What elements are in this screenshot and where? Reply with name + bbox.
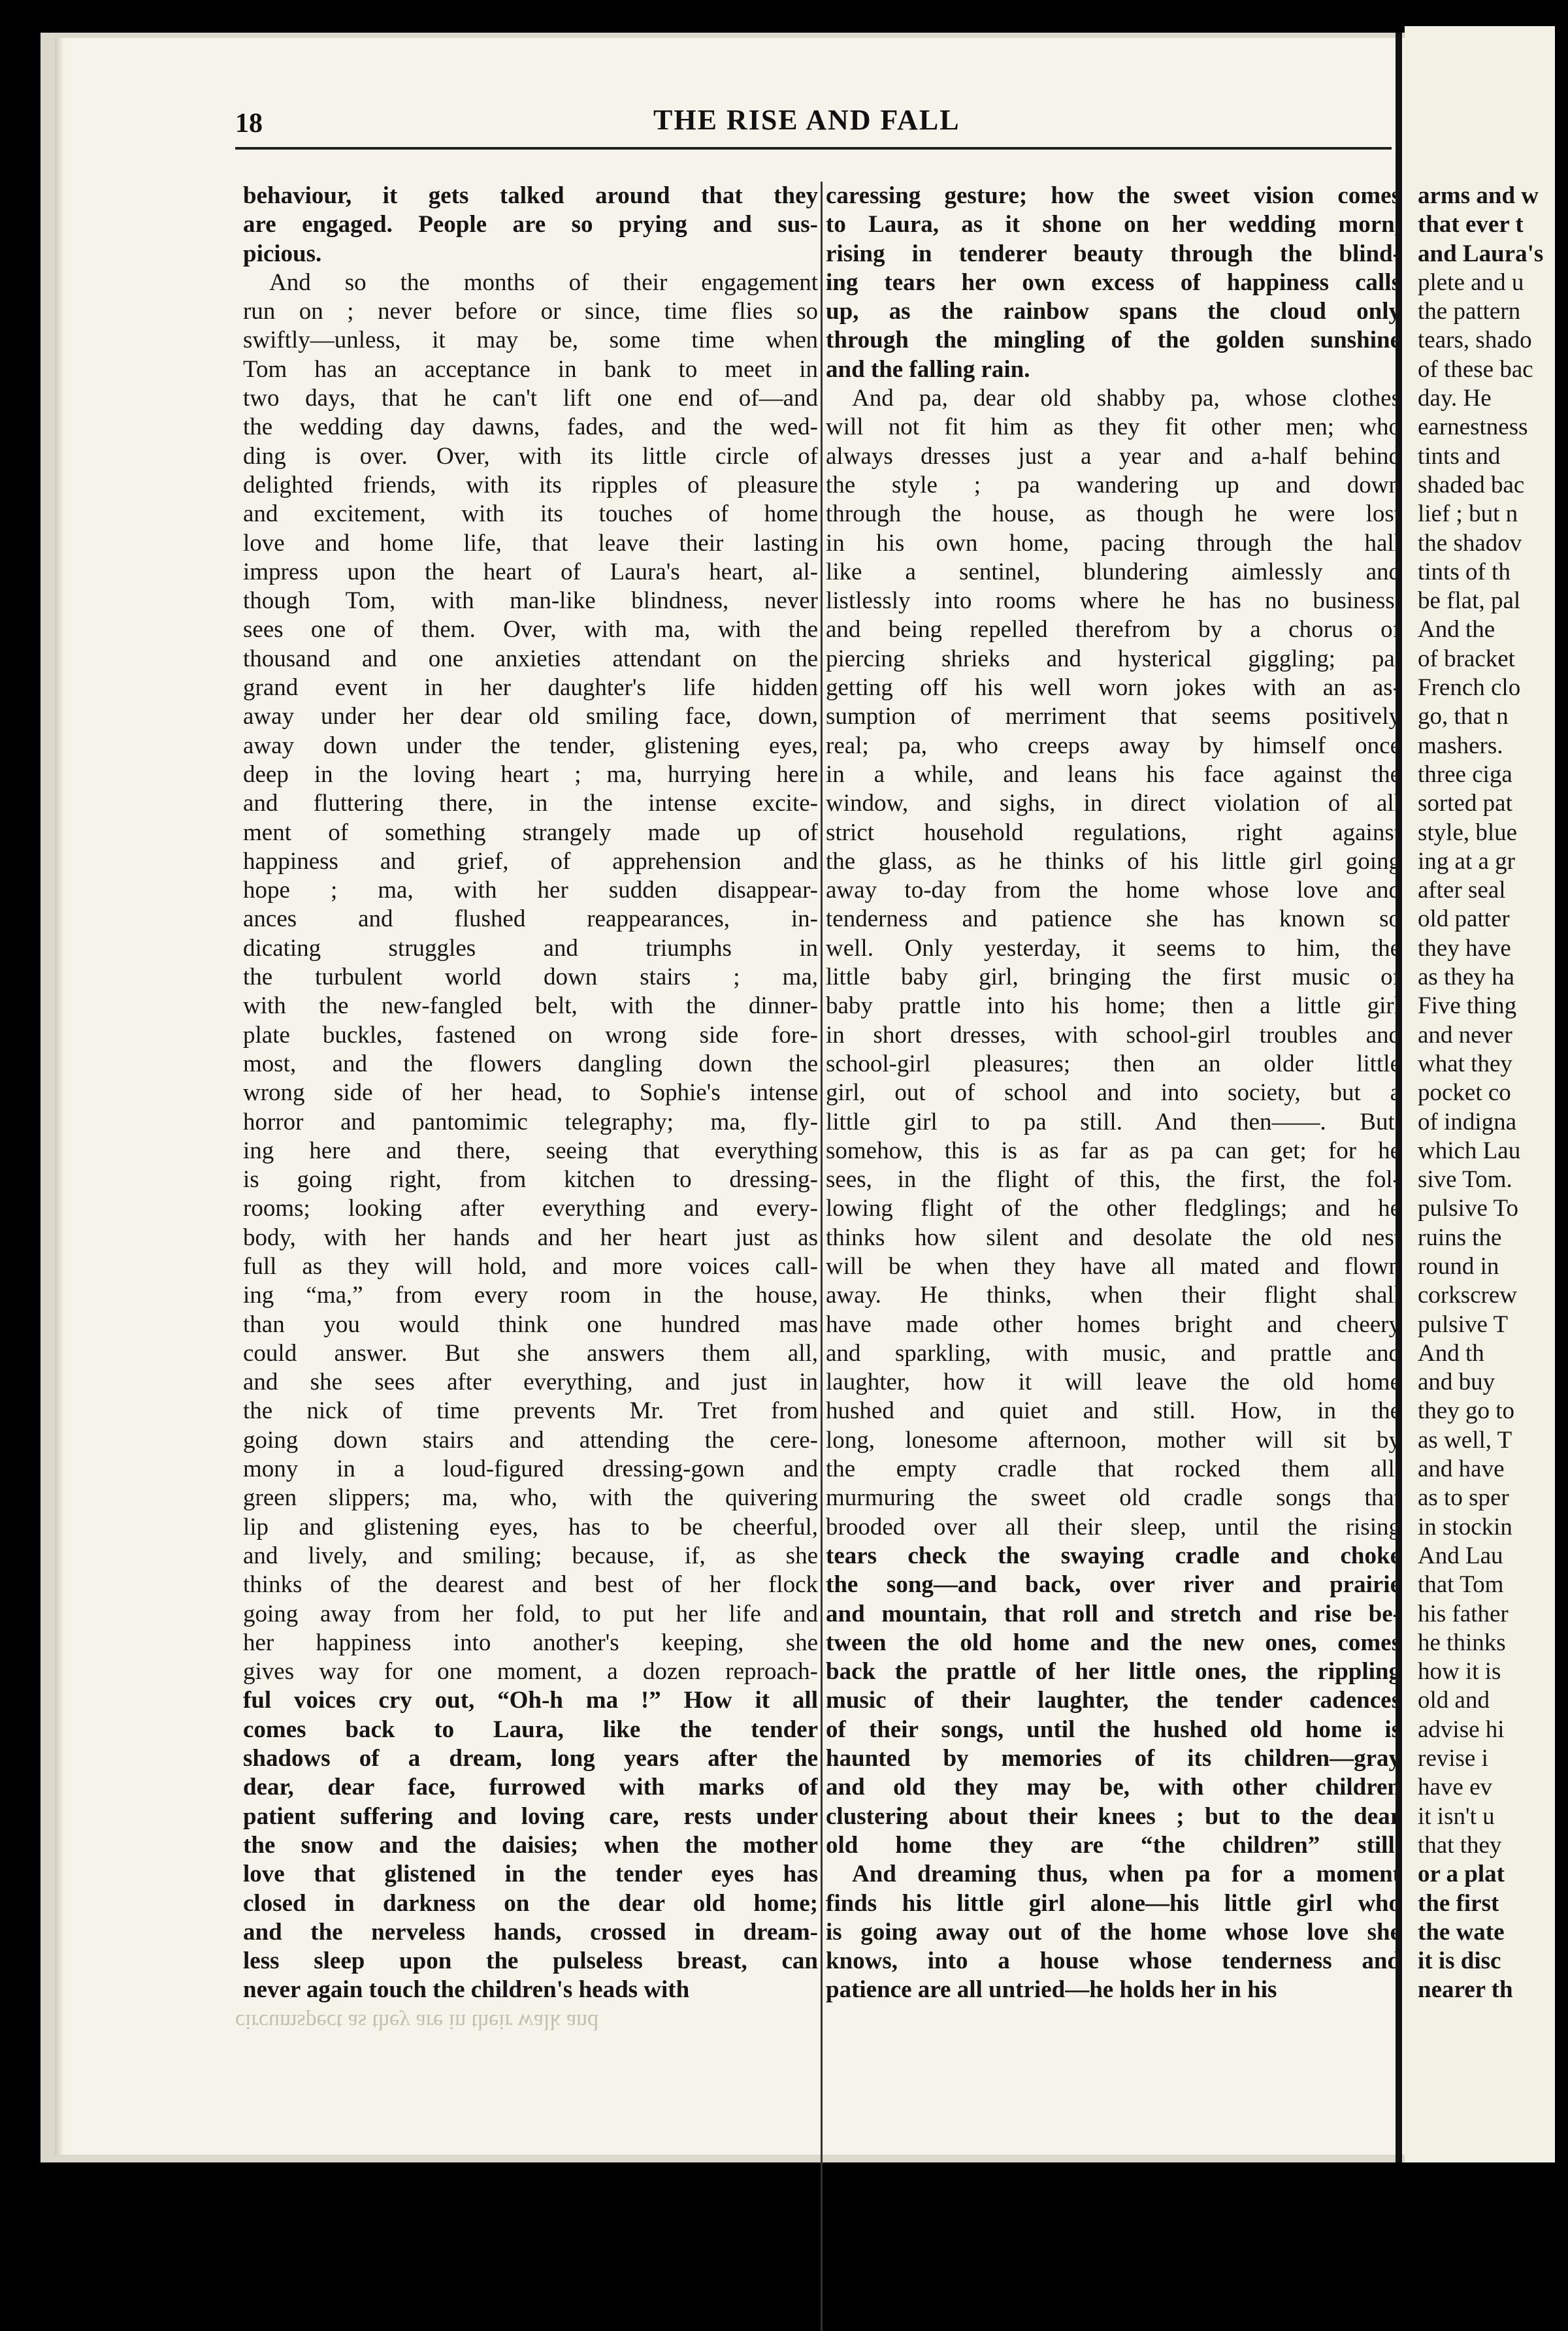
text-line: is going right, from kitchen to dressing- xyxy=(243,1166,818,1194)
text-line: plate buckles, fastened on wrong side fore- xyxy=(243,1021,818,1049)
text-line: grand event in her daughter's life hidden xyxy=(243,674,818,702)
text-line: ing “ma,” from every room in the house, xyxy=(243,1282,818,1309)
text-line: going away from her fold, to put her life and xyxy=(243,1600,818,1627)
text-line: full as they will hold, and more voices call- xyxy=(243,1252,818,1280)
text-line: thousand and one anxieties attendant on the xyxy=(243,645,818,672)
text-line: away down under the tender, glistening eyes, xyxy=(243,732,818,759)
text-line: to Laura, as it shone on her wedding morn, xyxy=(826,211,1401,238)
text-line: deep in the loving heart ; ma, hurrying here xyxy=(243,760,818,788)
text-line: earnestness xyxy=(1418,414,1528,441)
text-line: the nick of time prevents Mr. Tret from xyxy=(243,1397,818,1425)
text-line: up, as the rainbow spans the cloud only xyxy=(826,298,1401,325)
text-line: the glass, as he thinks of his little girl going xyxy=(826,847,1401,875)
text-line: brooded over all their sleep, until the rising xyxy=(826,1513,1401,1540)
text-line: pulsive T xyxy=(1418,1311,1509,1338)
text-line: the wate xyxy=(1418,1918,1505,1946)
header-rule xyxy=(235,147,1392,150)
text-line: in a while, and leans his face against the xyxy=(826,760,1401,788)
text-line: laughter, how it will leave the old home xyxy=(826,1369,1401,1396)
text-line: Tom has an acceptance in bank to meet in xyxy=(243,355,818,383)
text-line: school-girl pleasures; then an older little xyxy=(826,1050,1401,1077)
text-line: music of their laughter, the tender cadences xyxy=(826,1687,1401,1714)
text-line: that ever t xyxy=(1418,211,1524,238)
text-line: her happiness into another's keeping, she xyxy=(243,1629,818,1656)
text-line: and mountain, that roll and stretch and rise be- xyxy=(826,1600,1401,1627)
text-line: ruins the xyxy=(1418,1224,1502,1251)
text-line: could answer. But she answers them all, xyxy=(243,1339,818,1367)
text-line: how it is xyxy=(1418,1658,1501,1686)
text-line: through the house, as though he were lost xyxy=(826,500,1401,528)
text-line: love and home life, that leave their lasting xyxy=(243,529,818,557)
text-line: away. He thinks, when their flight shall xyxy=(826,1282,1401,1309)
text-line: are engaged. People are so prying and sus- xyxy=(243,211,818,238)
text-line: as to sper xyxy=(1418,1484,1509,1512)
text-line: little girl to pa still. And then——. But, xyxy=(826,1108,1401,1135)
text-line: tenderness and patience she has known so xyxy=(826,905,1401,933)
text-line: thinks of the dearest and best of her flock xyxy=(243,1571,818,1599)
text-line: gives way for one moment, a dozen reproach- xyxy=(243,1658,818,1686)
text-line: getting off his well worn jokes with an as- xyxy=(826,674,1401,702)
text-line: And the xyxy=(1418,616,1495,644)
text-line: tears check the swaying cradle and choke xyxy=(826,1542,1401,1569)
text-line: comes back to Laura, like the tender xyxy=(243,1716,818,1743)
text-line: day. He xyxy=(1418,385,1492,412)
text-line: And so the months of their engagement xyxy=(269,269,818,296)
text-line: love that glistened in the tender eyes has xyxy=(243,1861,818,1888)
text-line: sees, in the flight of this, the first, the fol- xyxy=(826,1166,1401,1194)
text-line: ing here and there, seeing that everything xyxy=(243,1137,818,1164)
text-line: and lively, and smiling; because, if, as she xyxy=(243,1542,818,1569)
text-line: haunted by memories of its children—gray xyxy=(826,1745,1401,1772)
text-line: ding is over. Over, with its little circle of xyxy=(243,442,818,470)
text-line: patient suffering and loving care, rests under xyxy=(243,1802,818,1830)
text-line: closed in darkness on the dear old home; xyxy=(243,1889,818,1917)
text-line: horror and pantomimic telegraphy; ma, fly- xyxy=(243,1108,818,1135)
text-line: revise i xyxy=(1418,1745,1488,1772)
text-line: delighted friends, with its ripples of pleasure xyxy=(243,471,818,498)
text-line: and fluttering there, in the intense excite- xyxy=(243,790,818,817)
text-line: mony in a loud-figured dressing-gown and xyxy=(243,1456,818,1483)
text-line: tints and xyxy=(1418,442,1501,470)
text-line: shaded bac xyxy=(1418,471,1525,498)
middle-column xyxy=(826,182,1401,2005)
text-line: of these bac xyxy=(1418,355,1533,383)
text-line: back the prattle of her little ones, the rippling xyxy=(826,1658,1401,1686)
text-line: ful voices cry out, “Oh-h ma !” How it all xyxy=(243,1687,818,1714)
text-line: the shadov xyxy=(1418,529,1522,557)
text-line: old home they are “the children” still. xyxy=(826,1831,1401,1859)
text-line: green slippers; ma, who, with the quivering xyxy=(243,1484,818,1512)
text-line: shadows of a dream, long years after the xyxy=(243,1745,818,1772)
text-line: the wedding day dawns, fades, and the wed- xyxy=(243,414,818,441)
text-line: sumption of merriment that seems positively xyxy=(826,703,1401,730)
text-line: go, that n xyxy=(1418,703,1509,730)
text-line: advise hi xyxy=(1418,1716,1505,1743)
text-line: window, and sighs, in direct violation of all xyxy=(826,790,1401,817)
text-line: And dreaming thus, when pa for a moment xyxy=(852,1861,1401,1888)
text-line: old and xyxy=(1418,1687,1490,1714)
text-line: little baby girl, bringing the first music of xyxy=(826,964,1401,991)
text-line: dicating struggles and triumphs in xyxy=(243,934,818,962)
text-line: And th xyxy=(1418,1339,1484,1367)
text-line: of indigna xyxy=(1418,1108,1517,1135)
text-line: never again touch the children's heads with xyxy=(243,1976,690,2004)
text-line: listlessly into rooms where he has no business, xyxy=(826,587,1401,615)
text-line: what they xyxy=(1418,1050,1512,1077)
text-line: tears, shado xyxy=(1418,327,1532,354)
text-line: in stockin xyxy=(1418,1513,1512,1540)
text-line: through the mingling of the golden sunshine xyxy=(826,327,1401,354)
text-line: piercing shrieks and hysterical giggling; pa, xyxy=(826,645,1401,672)
text-line: tints of th xyxy=(1418,558,1511,585)
text-line: of their songs, until the hushed old home is xyxy=(826,1716,1401,1743)
text-line: well. Only yesterday, it seems to him, the xyxy=(826,934,1401,962)
text-line: the pattern xyxy=(1418,298,1521,325)
text-line: picious. xyxy=(243,240,322,267)
text-line: which Lau xyxy=(1418,1137,1521,1164)
text-line: they have xyxy=(1418,934,1511,962)
text-line: three ciga xyxy=(1418,760,1512,788)
text-line: rising in tenderer beauty through the blind- xyxy=(826,240,1401,267)
text-line: with the new-fangled belt, with the dinner- xyxy=(243,992,818,1020)
page-number: 18 xyxy=(235,108,263,139)
text-line: rooms; looking after everything and every- xyxy=(243,1195,818,1222)
text-line: his father xyxy=(1418,1600,1509,1627)
text-line: French clo xyxy=(1418,674,1521,702)
text-line: they go to xyxy=(1418,1397,1514,1425)
text-line: after seal xyxy=(1418,877,1506,904)
text-line: wrong side of her head, to Sophie's intense xyxy=(243,1079,818,1107)
text-line: the song—and back, over river and prairie xyxy=(826,1571,1401,1599)
text-line: and the nerveless hands, crossed in dream- xyxy=(243,1918,818,1946)
text-line: going down stairs and attending the cere- xyxy=(243,1426,818,1454)
bleed-through-text: circumspect as they are in their walk and xyxy=(235,2010,599,2034)
text-line: have made other homes bright and cheery xyxy=(826,1311,1401,1338)
text-line: And pa, dear old shabby pa, whose clothes xyxy=(852,385,1401,412)
text-line: baby prattle into his home; then a little girl xyxy=(826,992,1401,1020)
text-line: and have xyxy=(1418,1456,1505,1483)
text-line: ment of something strangely made up of xyxy=(243,819,818,846)
text-line: or a plat xyxy=(1418,1861,1505,1888)
text-line: nearer th xyxy=(1418,1976,1513,2004)
text-line: Five thing xyxy=(1418,992,1517,1020)
text-line: lief ; but n xyxy=(1418,500,1518,528)
text-line: and she sees after everything, and just in xyxy=(243,1369,818,1396)
text-line: impress upon the heart of Laura's heart, al- xyxy=(243,558,818,585)
text-line: knows, into a house whose tenderness and xyxy=(826,1948,1401,1975)
text-line: than you would think one hundred mas xyxy=(243,1311,818,1338)
text-line: less sleep upon the pulseless breast, can xyxy=(243,1948,818,1975)
text-line: have ev xyxy=(1418,1774,1493,1801)
text-line: though Tom, with man-like blindness, never xyxy=(243,587,818,615)
text-line: it isn't u xyxy=(1418,1802,1495,1830)
text-line: lowing flight of the other fledglings; and he xyxy=(826,1195,1401,1222)
text-line: somehow, this is as far as pa can get; for he xyxy=(826,1137,1401,1164)
text-line: as they ha xyxy=(1418,964,1514,991)
text-line: and sparkling, with music, and prattle and xyxy=(826,1339,1401,1367)
text-line: and old they may be, with other children xyxy=(826,1774,1401,1801)
text-line: and excitement, with its touches of home xyxy=(243,500,818,528)
text-line: he thinks xyxy=(1418,1629,1506,1656)
text-line: old patter xyxy=(1418,905,1510,933)
right-column-fragment xyxy=(1418,182,1568,2005)
text-line: behaviour, it gets talked around that they xyxy=(243,182,818,209)
text-line: clustering about their knees ; but to the dear xyxy=(826,1802,1401,1830)
text-line: finds his little girl alone—his little girl who xyxy=(826,1889,1401,1917)
text-line: caressing gesture; how the sweet vision comes xyxy=(826,182,1401,209)
text-line: in short dresses, with school-girl troubles and xyxy=(826,1021,1401,1049)
text-line: And Lau xyxy=(1418,1542,1503,1569)
text-line: in his own home, pacing through the hall xyxy=(826,529,1401,557)
text-line: mashers. xyxy=(1418,732,1503,759)
text-line: the snow and the daisies; when the mother xyxy=(243,1831,818,1859)
text-line: arms and w xyxy=(1418,182,1539,209)
text-line: as well, T xyxy=(1418,1426,1512,1454)
text-line: murmuring the sweet old cradle songs that xyxy=(826,1484,1401,1512)
text-line: and Laura's xyxy=(1418,240,1544,267)
text-line: hope ; ma, with her sudden disappear- xyxy=(243,877,818,904)
text-line: it is disc xyxy=(1418,1948,1501,1975)
text-line: ing at a gr xyxy=(1418,847,1515,875)
text-line: thinks how silent and desolate the old nest xyxy=(826,1224,1401,1251)
text-line: that they xyxy=(1418,1831,1502,1859)
running-title: THE RISE AND FALL xyxy=(653,104,960,136)
text-line: body, with her hands and her heart just as xyxy=(243,1224,818,1251)
text-line: and buy xyxy=(1418,1369,1495,1396)
text-line: pulsive To xyxy=(1418,1195,1518,1222)
text-line: the style ; pa wandering up and down xyxy=(826,471,1401,498)
text-line: and never xyxy=(1418,1021,1512,1049)
text-line: the turbulent world down stairs ; ma, xyxy=(243,964,818,991)
text-line: tween the old home and the new ones, comes xyxy=(826,1629,1401,1656)
text-line: long, lonesome afternoon, mother will sit by xyxy=(826,1426,1401,1454)
text-line: two days, that he can't lift one end of—and xyxy=(243,385,818,412)
text-line: patience are all untried—he holds her in his xyxy=(826,1976,1277,2004)
text-line: real; pa, who creeps away by himself once xyxy=(826,732,1401,759)
text-line: girl, out of school and into society, but a xyxy=(826,1079,1401,1107)
text-line: run on ; never before or since, time flies so xyxy=(243,298,818,325)
text-line: like a sentinel, blundering aimlessly and xyxy=(826,558,1401,585)
text-line: corkscrew xyxy=(1418,1282,1518,1309)
text-line: is going away out of the home whose love she xyxy=(826,1918,1401,1946)
text-line: the first xyxy=(1418,1889,1499,1917)
text-line: lip and glistening eyes, has to be cheerful, xyxy=(243,1513,818,1540)
text-line: most, and the flowers dangling down the xyxy=(243,1050,818,1077)
text-line: swiftly—unless, it may be, some time when xyxy=(243,327,818,354)
text-line: will not fit him as they fit other men; who xyxy=(826,414,1401,441)
text-line: strict household regulations, right against xyxy=(826,819,1401,846)
text-line: ing tears her own excess of happiness calls xyxy=(826,269,1401,296)
text-line: happiness and grief, of apprehension and xyxy=(243,847,818,875)
text-line: plete and u xyxy=(1418,269,1524,296)
text-line: sive Tom. xyxy=(1418,1166,1512,1194)
text-line: ances and flushed reappearances, in- xyxy=(243,905,818,933)
text-line: and being repelled therefrom by a chorus of xyxy=(826,616,1401,644)
text-line: round in xyxy=(1418,1252,1499,1280)
text-line: that Tom xyxy=(1418,1571,1504,1599)
text-line: sees one of them. Over, with ma, with the xyxy=(243,616,818,644)
text-line: will be when they have all mated and flown xyxy=(826,1252,1401,1280)
text-line: be flat, pal xyxy=(1418,587,1521,615)
text-line: and the falling rain. xyxy=(826,355,1030,383)
text-line: away to-day from the home whose love and xyxy=(826,877,1401,904)
text-line: sorted pat xyxy=(1418,790,1512,817)
text-line: away under her dear old smiling face, down, xyxy=(243,703,818,730)
text-line: hushed and quiet and still. How, in the xyxy=(826,1397,1401,1425)
left-column xyxy=(243,182,818,2005)
text-line: the empty cradle that rocked them all, xyxy=(826,1456,1401,1483)
text-line: style, blue xyxy=(1418,819,1518,846)
text-line: pocket co xyxy=(1418,1079,1511,1107)
text-line: of bracket xyxy=(1418,645,1515,672)
text-line: dear, dear face, furrowed with marks of xyxy=(243,1774,818,1801)
text-line: always dresses just a year and a-half behind xyxy=(826,442,1401,470)
